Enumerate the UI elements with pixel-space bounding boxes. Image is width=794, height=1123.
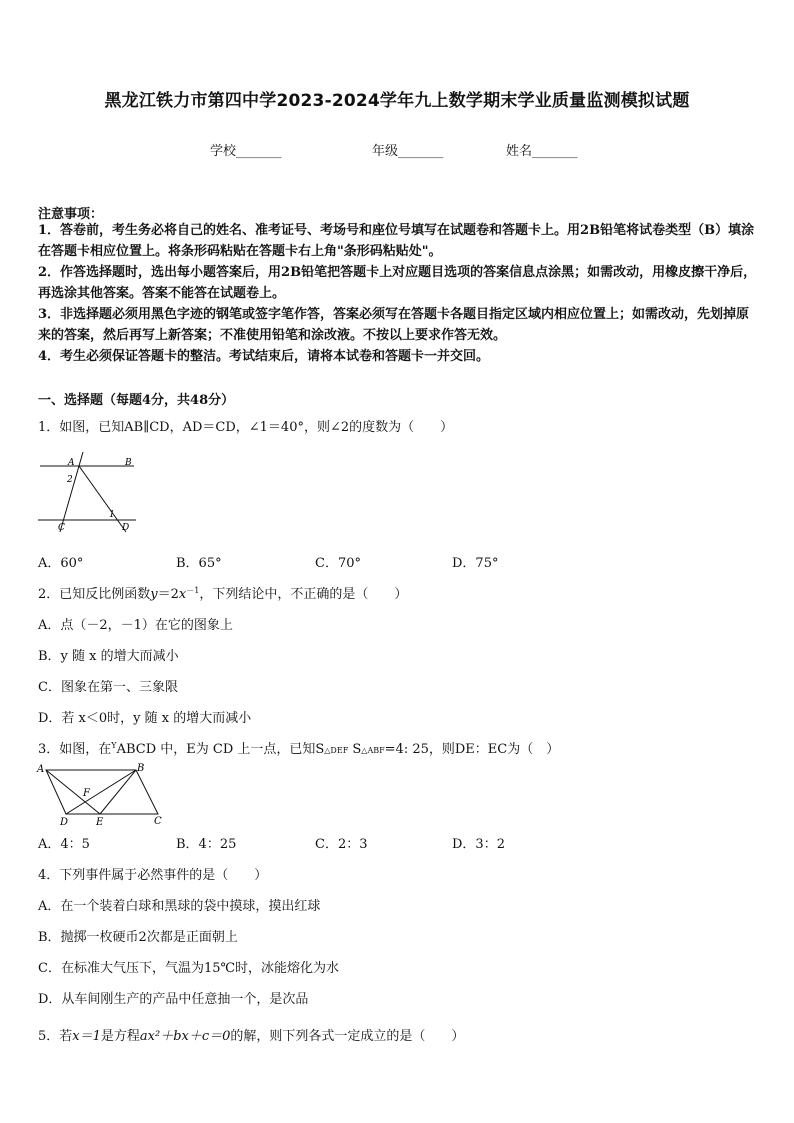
notice-item-4: 4．考生必须保证答题卡的整洁。考试结束后，请将本试卷和答题卡一并交回。 bbox=[38, 349, 490, 364]
q3-label-e: E bbox=[96, 817, 104, 826]
q2-option-d: D．若 x＜0时，y 随 x 的增大而减小 bbox=[38, 711, 252, 726]
q2-stem bbox=[38, 583, 407, 602]
q2-stem-a: 2．已知反比例函数 bbox=[38, 587, 151, 602]
name-field: 姓名_______ bbox=[506, 144, 578, 159]
q2-func-x: x bbox=[178, 587, 187, 602]
q1-option-c: C．70° bbox=[315, 556, 361, 571]
q3-label-a: A bbox=[37, 764, 45, 775]
notice-item-3: 3．非选择题必须用黑色字迹的钢笔或签字笔作答，答案必须写在答题卡各题目指定区域内相应位置上；如需改动，先划掉原来的答案，然后再写上新答案；不准使用铅笔和涂改液。不按以上要求作答无效。 bbox=[38, 307, 750, 343]
q3-label-f: F bbox=[83, 788, 90, 799]
q3-label-b: B bbox=[137, 763, 145, 774]
q3-option-b: B．4：25 bbox=[176, 837, 237, 852]
section-heading: 一、选择题（每题4分，共48分） bbox=[38, 393, 235, 408]
q1-figure bbox=[36, 452, 140, 534]
q4-option-a: A．在一个装着白球和黑球的袋中摸球，摸出红球 bbox=[38, 899, 321, 914]
page-title: 黑龙江铁力市第四中学2023-2024学年九上数学期末学业质量监测模拟试题 bbox=[104, 91, 690, 111]
q1-option-b: B．65° bbox=[176, 556, 222, 571]
q3-label-c: C bbox=[154, 816, 162, 826]
q2-option-c: C．图象在第一、三象限 bbox=[38, 680, 178, 695]
q5-stem bbox=[38, 1025, 464, 1044]
q1-label-d: D bbox=[122, 523, 130, 533]
q5-stem-a: 5．若 bbox=[38, 1029, 73, 1044]
notice-heading: 注意事项： bbox=[38, 207, 104, 222]
q3-option-c: C．2：3 bbox=[315, 837, 368, 852]
q3-stem-c: =4: 25，则DE：EC为（ ） bbox=[384, 742, 560, 757]
q5-stem-b: 是方程 bbox=[100, 1029, 140, 1044]
q2-option-b: B．y 随 x 的增大而减小 bbox=[38, 649, 179, 664]
q1-stem: 1．如图，已知AB∥CD，AD＝CD，∠1＝40°，则∠2的度数为（ ） bbox=[38, 420, 454, 435]
q3-option-a: A．4：5 bbox=[38, 837, 90, 852]
q2-func-y: y bbox=[150, 587, 158, 602]
q1-option-d: D．75° bbox=[452, 556, 499, 571]
grade-field: 年级_______ bbox=[372, 144, 444, 159]
q4-option-c: C．在标准大气压下，气温为15℃时，冰能熔化为水 bbox=[38, 961, 340, 976]
q3-sub-def: △DEF bbox=[324, 746, 349, 755]
q1-label-c: C bbox=[58, 523, 65, 533]
q3-s: S bbox=[352, 742, 362, 757]
q4-stem: 4．下列事件属于必然事件的是（ ） bbox=[38, 868, 268, 883]
q3-stem-b: ABCD 中，E为 CD 上一点，已知S bbox=[116, 742, 325, 757]
q3-parallelogram-symbol: Y bbox=[111, 741, 117, 750]
q3-label-d: D bbox=[60, 817, 69, 826]
q1-label-1: 1 bbox=[109, 510, 115, 520]
q3-stem bbox=[38, 738, 559, 757]
q5-stem-c: 的解，则下列各式一定成立的是（ ） bbox=[230, 1029, 465, 1044]
q4-option-b: B．抛掷一枚硬币2次都是正面朝上 bbox=[38, 930, 238, 945]
q5-equation: ax²＋bx＋c＝0 bbox=[139, 1029, 231, 1044]
q2-func-eq: ＝2 bbox=[157, 587, 179, 602]
q1-option-a: A．60° bbox=[38, 556, 84, 571]
q1-label-2: 2 bbox=[67, 475, 73, 485]
q3-sub-abf: △ABF bbox=[361, 746, 385, 755]
q4-option-d: D．从车间刚生产的产品中任意抽一个，是次品 bbox=[38, 992, 309, 1007]
q3-figure bbox=[36, 758, 168, 826]
q3-option-d: D．3：2 bbox=[452, 837, 505, 852]
q1-label-b: B bbox=[125, 458, 132, 468]
q2-stem-b: ，下列结论中，不正确的是（ ） bbox=[199, 587, 408, 602]
school-field: 学校_______ bbox=[210, 144, 282, 159]
q3-stem-a: 3．如图，在 bbox=[38, 742, 112, 757]
notice-item-1: 1．答卷前，考生务必将自己的姓名、准考证号、考场号和座位号填写在试题卷和答题卡上。用2B铅笔将试卷类型（B）填涂在答题卡相应位置上。将条形码粘贴在答题卡右上角"条形码粘贴处"。 bbox=[38, 223, 755, 259]
q5-condition: x＝1 bbox=[72, 1029, 101, 1044]
q2-option-a: A．点（－2，－1）在它的图象上 bbox=[38, 618, 233, 633]
q2-func-exp: －1 bbox=[186, 586, 200, 595]
q1-label-a: A bbox=[68, 458, 75, 468]
notice-item-2: 2．作答选择题时，选出每小题答案后，用2B铅笔把答题卡上对应题目选项的答案信息点涂黑；如需改动，用橡皮擦干净后，再选涂其他答案。答案不能答在试题卷上。 bbox=[38, 265, 757, 301]
